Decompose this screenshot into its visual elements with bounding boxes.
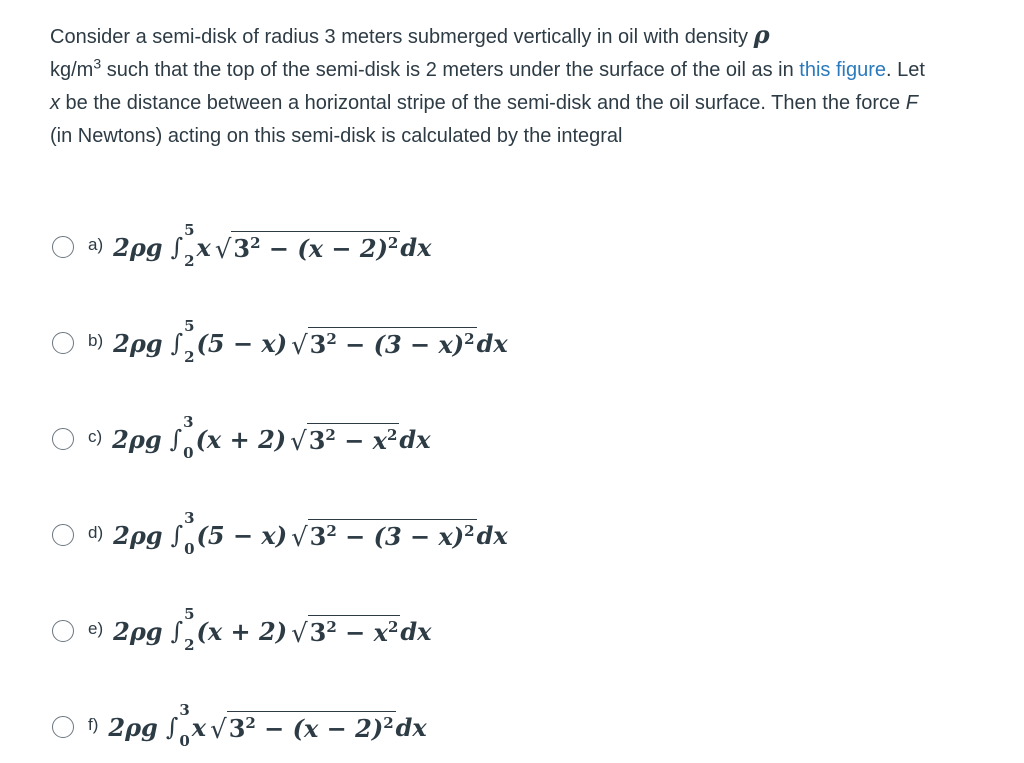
radio-button-c[interactable] [52,428,74,450]
integral-sign: ∫ 5 2 [170,221,195,270]
option-c[interactable] [52,414,431,464]
upper-limit: 5 [184,605,195,623]
integrand-factor: x [196,232,211,262]
integrand-factor: (x + 2) [196,616,288,646]
question-part-2: such that the top of the semi-disk is 2 meters under the surface of the oil as in [101,59,800,81]
upper-limit: 5 [184,317,195,335]
integrand-factor: x [191,712,207,742]
question-part-4: be the distance between a horizontal stripe of the semi-disk and the oil surface. Then the force [60,92,906,114]
integral-sign: ∫ 5 2 [170,605,195,654]
question-part-5: (in Newtons) acting on this semi-disk is calculated by the integral [50,125,623,147]
differential: dx [476,520,508,550]
option-letter: a) [88,235,104,254]
lower-limit: 2 [184,348,195,366]
question-unit: kg/m [50,59,94,81]
option-letter: f) [88,715,99,734]
lower-limit: 2 [184,252,195,270]
differential: dx [399,424,431,454]
coefficient: 2ρg [112,424,162,454]
differential: dx [476,328,508,358]
option-letter: c) [88,427,103,446]
variable-x: x [50,92,60,114]
integrand-factor: (x + 2) [195,424,287,454]
lower-limit: 0 [179,732,190,750]
lower-limit: 0 [183,444,194,462]
question-text [50,18,930,153]
coefficient: 2ρg [113,232,163,262]
option-letter: e) [88,619,104,638]
square-root: √ $3^2 - x^2$ [291,615,400,647]
option-letter: d) [88,523,104,542]
integral-sign: ∫ 5 2 [170,317,195,366]
figure-link[interactable]: this figure [799,59,886,81]
option-formula [113,509,508,558]
variable-F: F [905,92,918,114]
differential: dx [400,232,432,262]
square-root: √ $3^2 - x^2$ [290,423,399,455]
question-part-1: Consider a semi-disk of radius 3 meters submerged vertically in oil with density [50,26,754,48]
option-formula [113,317,508,366]
radio-button-e[interactable] [52,620,74,642]
option-formula [113,221,432,270]
upper-limit: 3 [179,701,190,719]
rho-symbol: ρ [753,20,770,49]
square-root: √ $3^2 - (3 - x)^2$ [291,519,477,551]
option-formula [112,413,431,462]
unit-exponent: 3 [93,55,102,72]
radio-button-a[interactable] [52,236,74,258]
square-root: √ $3^2 - (x - 2)^2$ [210,711,396,743]
integral-sign: ∫ 3 0 [165,701,190,750]
lower-limit: 2 [184,636,195,654]
radio-button-d[interactable] [52,524,74,546]
option-formula [108,701,427,750]
option-d[interactable] [52,510,508,560]
upper-limit: 3 [183,413,194,431]
square-root: √ $3^2 - (x - 2)^2$ [215,231,401,263]
coefficient: 2ρg [113,520,163,550]
option-letter: b) [88,331,104,350]
lower-limit: 0 [184,540,195,558]
coefficient: 2ρg [113,616,163,646]
radio-button-f[interactable] [52,716,74,738]
coefficient: 2ρg [108,712,158,742]
differential: dx [400,616,432,646]
square-root: √ $3^2 - (3 - x)^2$ [291,327,477,359]
integrand-factor: (5 − x) [196,520,288,550]
differential: dx [395,712,427,742]
coefficient: 2ρg [113,328,163,358]
option-f[interactable] [52,702,427,752]
integrand-factor: (5 − x) [196,328,288,358]
option-formula [113,605,432,654]
upper-limit: 5 [184,221,195,239]
option-b[interactable] [52,318,508,368]
question-part-3: . Let [886,59,925,81]
option-e[interactable] [52,606,431,656]
upper-limit: 3 [184,509,195,527]
radio-button-b[interactable] [52,332,74,354]
integral-sign: ∫ 3 0 [170,509,195,558]
option-a[interactable] [52,222,431,272]
integral-sign: ∫ 3 0 [169,413,194,462]
